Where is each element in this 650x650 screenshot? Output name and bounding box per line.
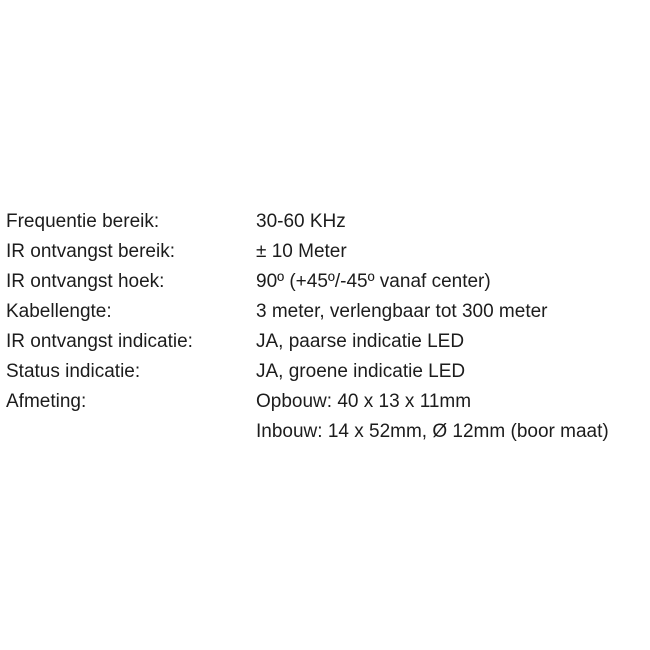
spec-value: JA, groene indicatie LED <box>256 361 466 382</box>
spec-label: Afmeting: <box>6 391 87 412</box>
spec-row-ir-reception-range <box>6 237 646 267</box>
spec-label: Status indicatie: <box>6 361 141 382</box>
spec-label: IR ontvangst indicatie: <box>6 331 193 352</box>
spec-value: ± 10 Meter <box>256 241 347 262</box>
spec-value: 3 meter, verlengbaar tot 300 meter <box>256 301 548 322</box>
spec-label: IR ontvangst bereik: <box>6 241 175 262</box>
spec-label <box>6 417 256 447</box>
spec-row-ir-reception-indicator <box>6 327 646 357</box>
spec-row-ir-reception-angle <box>6 267 646 297</box>
spec-row-cable-length <box>6 297 646 327</box>
spec-value: Inbouw: 14 x 52mm, Ø 12mm (boor maat) <box>256 421 609 442</box>
spec-label: IR ontvangst hoek: <box>6 271 165 292</box>
spec-table <box>6 207 646 447</box>
spec-row-frequency-range <box>6 207 646 237</box>
spec-value: JA, paarse indicatie LED <box>256 331 465 352</box>
spec-value: 90º (+45º/-45º vanaf center) <box>256 271 491 292</box>
spec-row-dimensions-surface <box>6 387 646 417</box>
spec-label: Kabellengte: <box>6 301 112 322</box>
spec-label: Frequentie bereik: <box>6 211 160 232</box>
spec-row-dimensions-flush <box>6 417 646 447</box>
spec-row-status-indicator <box>6 357 646 387</box>
spec-value: Opbouw: 40 x 13 x 11mm <box>256 391 472 412</box>
spec-value: 30-60 KHz <box>256 211 346 232</box>
